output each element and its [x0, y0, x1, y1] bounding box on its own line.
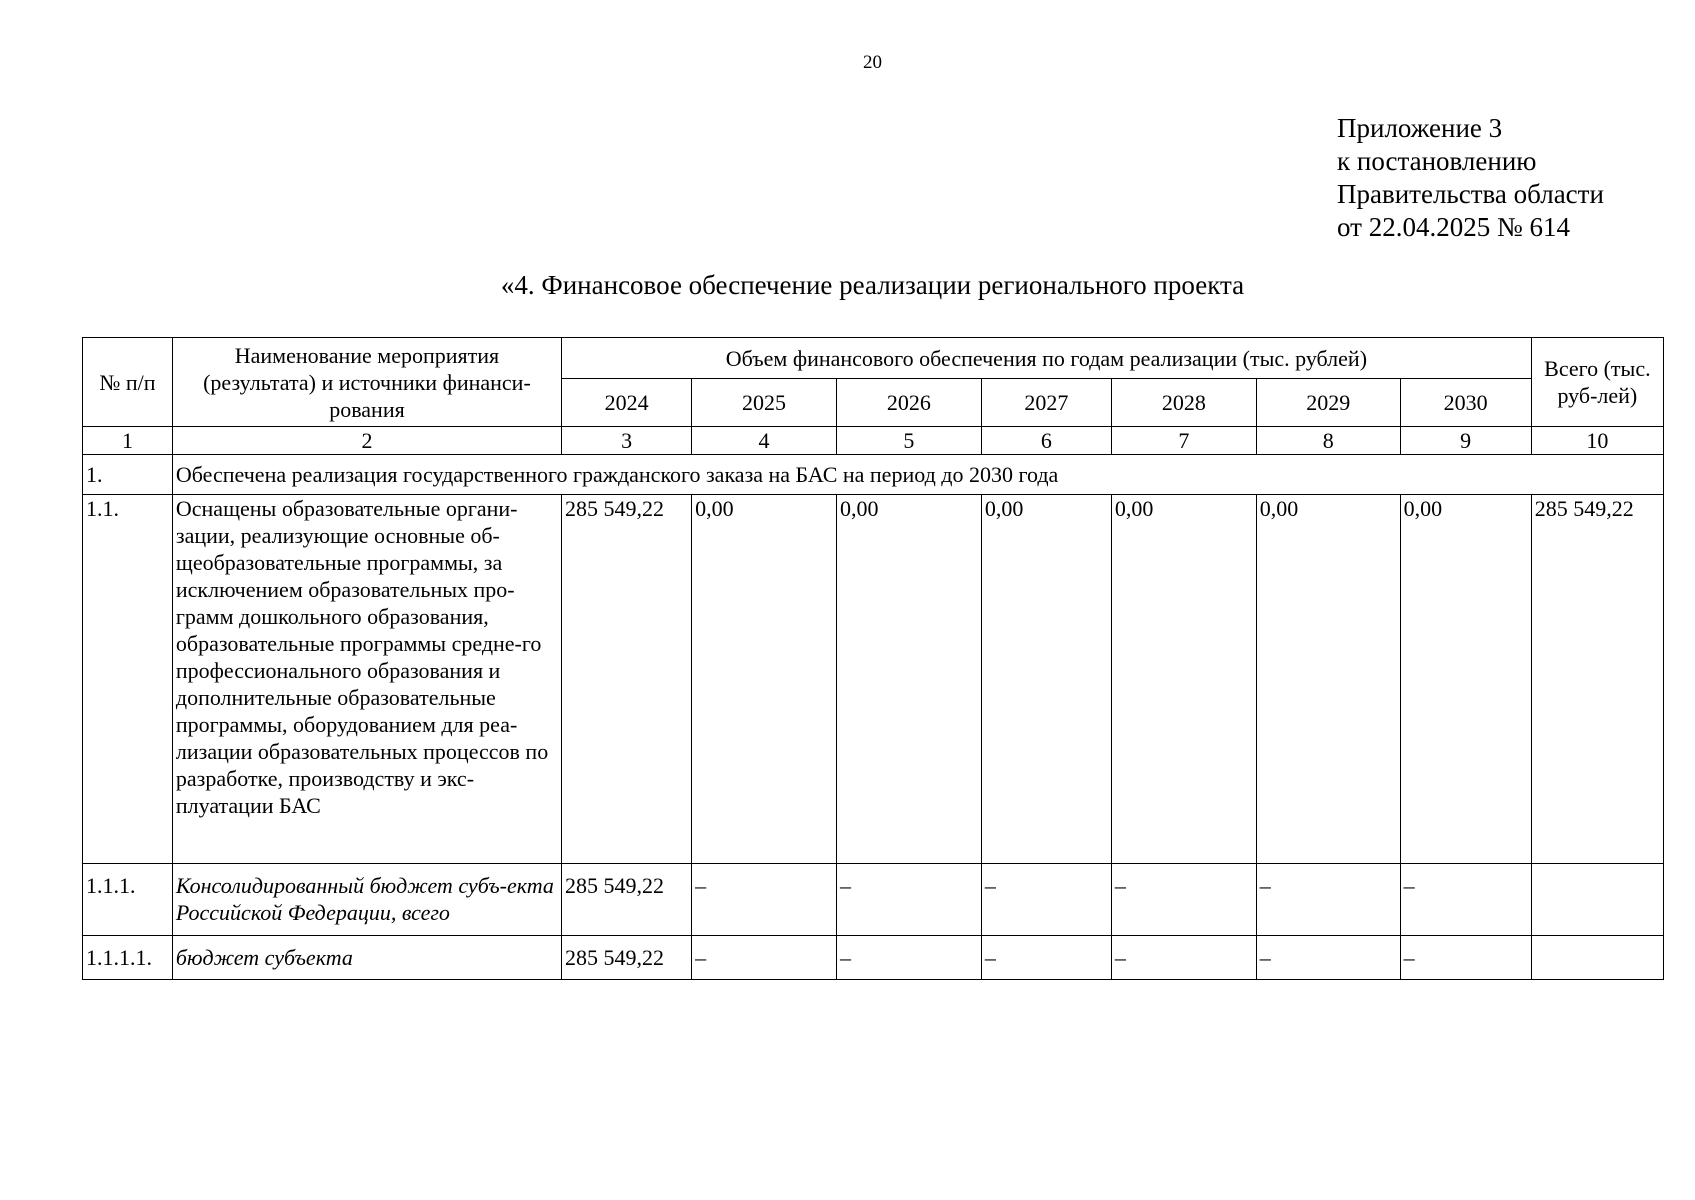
header-year: 2024	[562, 379, 692, 427]
column-number: 2	[172, 427, 561, 455]
section-text: Обеспечена реализация государственного гражданского заказа на БАС на период до 2030 года	[172, 455, 1663, 495]
header-year: 2025	[692, 379, 837, 427]
column-number: 1	[83, 427, 173, 455]
row-value: 0,00	[981, 495, 1111, 864]
table-row	[83, 936, 1664, 980]
appendix-block	[1337, 112, 1604, 244]
column-number: 8	[1256, 427, 1400, 455]
header-year: 2026	[836, 379, 981, 427]
appendix-line-1: Приложение 3	[1337, 113, 1503, 143]
row-name: бюджет субъекта	[172, 936, 561, 980]
header-year: 2029	[1256, 379, 1400, 427]
row-value: 285 549,22	[562, 495, 692, 864]
column-number-row	[83, 427, 1664, 455]
table-row	[83, 864, 1664, 936]
section-row	[83, 455, 1664, 495]
row-value: –	[981, 936, 1111, 980]
row-num: 1.1.1.1.	[83, 936, 173, 980]
row-value: –	[836, 936, 981, 980]
row-value: 285 549,22	[562, 864, 692, 936]
row-value: 0,00	[692, 495, 837, 864]
header-volume: Объем финансового обеспечения по годам реализации (тыс. рублей)	[562, 338, 1532, 379]
row-value: 0,00	[836, 495, 981, 864]
header-year: 2030	[1400, 379, 1531, 427]
document-title: «4. Финансовое обеспечение реализации регионального проекта	[500, 270, 1245, 300]
row-value: –	[1400, 864, 1531, 936]
row-value: –	[1111, 864, 1256, 936]
column-number: 6	[981, 427, 1111, 455]
table-row	[83, 495, 1664, 864]
header-row-1	[83, 338, 1664, 379]
row-value: –	[1256, 936, 1400, 980]
row-value: 285 549,22	[562, 936, 692, 980]
row-name: Оснащены образовательные органи-зации, реализующие основные об-щеобразовательные программы, за исключением образовательных про-грамм дошкольного образования, образовательные программы средне-го профессионального образования и дополнительные образовательные программы, оборудованием для реа-лизации образовательных процессов по разработке, производству и экс-плуатации БАС	[172, 495, 561, 864]
financing-table	[82, 337, 1664, 980]
row-value: –	[1111, 936, 1256, 980]
row-value: 0,00	[1256, 495, 1400, 864]
appendix-line-4: от 22.04.2025 № 614	[1337, 212, 1570, 242]
page-number: 20	[863, 52, 882, 73]
row-total: 285 549,22	[1531, 495, 1663, 864]
row-value: 0,00	[1111, 495, 1256, 864]
header-total: Всего (тыс. руб-лей)	[1531, 338, 1663, 427]
row-total	[1531, 936, 1663, 980]
column-number: 5	[836, 427, 981, 455]
column-number: 3	[562, 427, 692, 455]
row-value: –	[981, 864, 1111, 936]
row-value: –	[692, 864, 837, 936]
column-number: 4	[692, 427, 837, 455]
column-number: 10	[1531, 427, 1663, 455]
header-year: 2028	[1111, 379, 1256, 427]
appendix-line-3: Правительства области	[1337, 179, 1604, 209]
appendix-line-2: к постановлению	[1337, 146, 1537, 176]
row-value: –	[836, 864, 981, 936]
column-number: 7	[1111, 427, 1256, 455]
row-value: –	[1256, 864, 1400, 936]
section-num: 1.	[83, 455, 173, 495]
row-total	[1531, 864, 1663, 936]
header-name: Наименование мероприятия (результата) и источники финанси-рования	[172, 338, 561, 427]
row-value: –	[1400, 936, 1531, 980]
row-num: 1.1.	[83, 495, 173, 864]
row-name: Консолидированный бюджет субъ-екта Российской Федерации, всего	[172, 864, 561, 936]
row-value: 0,00	[1400, 495, 1531, 864]
header-num: № п/п	[83, 338, 173, 427]
row-value: –	[692, 936, 837, 980]
column-number: 9	[1400, 427, 1531, 455]
header-year: 2027	[981, 379, 1111, 427]
row-num: 1.1.1.	[83, 864, 173, 936]
